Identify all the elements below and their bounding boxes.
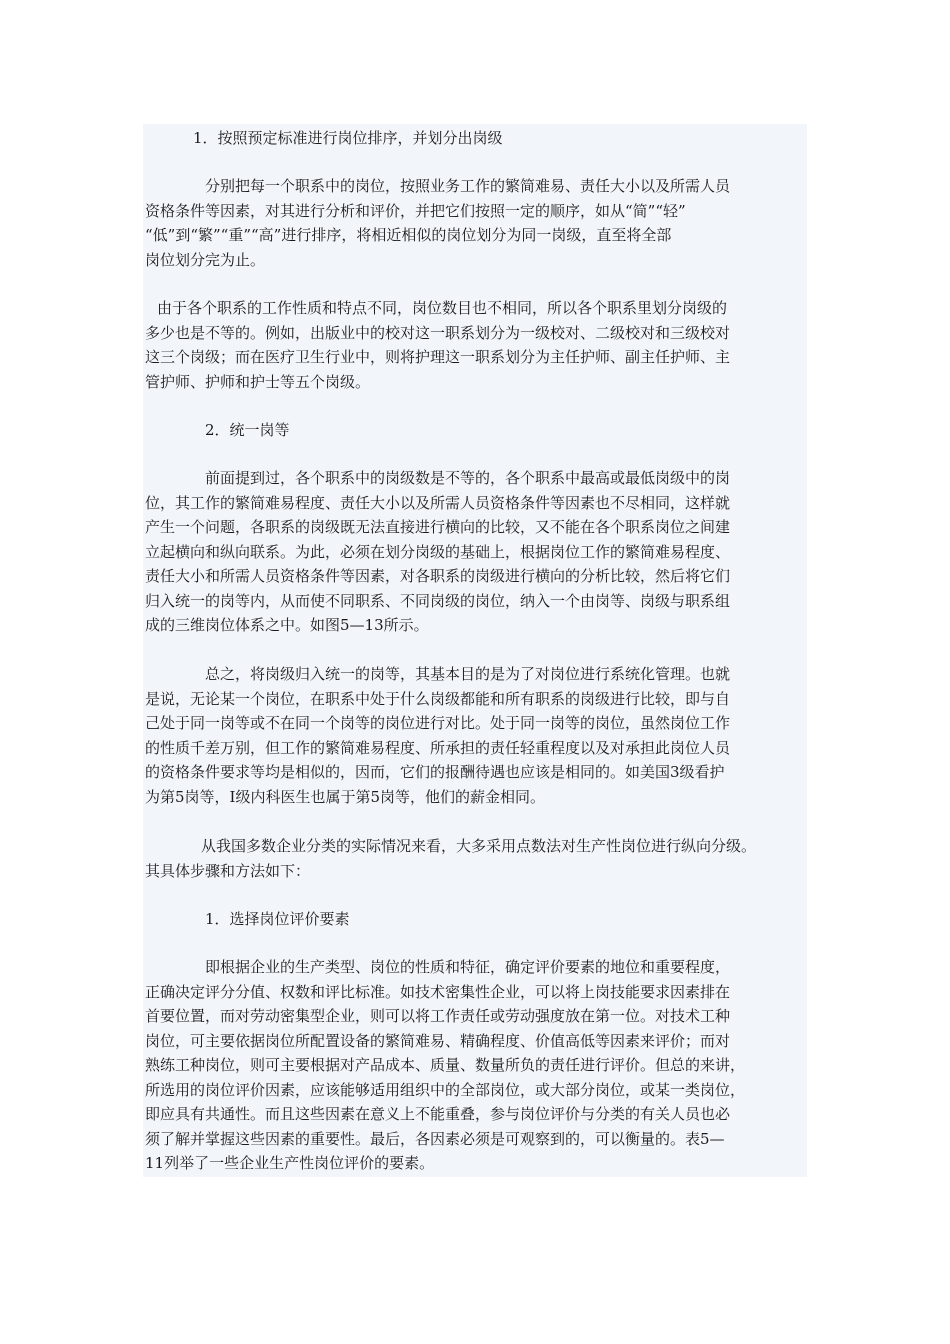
text-line: 这三个岗级；而在医疗卫生行业中，则将护理这一职系划分为主任护师、副主任护师、主 xyxy=(145,348,731,366)
heading-text: 1．选择岗位评价要素 xyxy=(205,910,350,928)
text-line: 多少也是不等的。例如，出版业中的校对这一职系划分为一级校对、二级校对和三级校对 xyxy=(145,323,731,342)
text-line: 总之，将岗级归入统一的岗等，其基本目的是为了对岗位进行系统化管理。也就 xyxy=(205,665,731,683)
text-line: 产生一个问题，各职系的岗级既无法直接进行横向的比较，又不能在各个职系岗位之间建 xyxy=(145,518,731,536)
text-line: 岗位，可主要依据岗位所配置设备的繁简难易、精确程度、价值高低等因素来评价；而对 xyxy=(145,1031,731,1050)
text-line: 是说，无论某一个岗位，在职系中处于什么岗级都能和所有职系的岗级进行比较，即与自 xyxy=(145,689,731,708)
paragraph-point-method xyxy=(145,834,809,883)
text-line: 的性质千差万别，但工作的繁简难易程度、所承担的责任轻重程度以及对承担此岗位人员 xyxy=(145,738,731,757)
text-line: 管护师、护师和护士等五个岗级。 xyxy=(145,372,371,391)
text-line: 从我国多数企业分类的实际情况来看，大多采用点数法对生产性岗位进行纵向分级。 xyxy=(201,837,757,855)
text-line: 即根据企业的生产类型、岗位的性质和特征，确定评价要素的地位和重要程度， xyxy=(205,958,731,976)
paragraph-factor-selection xyxy=(145,955,809,1176)
text-line: 归入统一的岗等内，从而使不同职系、不同岗级的岗位，纳入一个由岗等、岗级与职系组 xyxy=(145,591,731,610)
heading-rank-positions xyxy=(145,126,809,151)
text-line: “低”到“繁”“重”“高”进行排序，将相近相似的岗位划分为同一岗级，直至将全部 xyxy=(145,226,672,244)
text-line: 前面提到过，各个职系中的岗级数是不等的，各个职系中最高或最低岗级中的岗 xyxy=(205,469,731,487)
paragraph-rank-description xyxy=(145,174,809,272)
heading-unify-grades xyxy=(145,418,809,443)
text-line: 立起横向和纵向联系。为此，必须在划分岗级的基础上，根据岗位工作的繁简难易程度、 xyxy=(145,542,731,561)
text-line: 其具体步骤和方法如下： xyxy=(145,861,311,880)
text-line: 正确决定评分分值、权数和评比标准。如技术密集性企业，可以将上岗技能要求因素排在 xyxy=(145,982,731,1001)
paragraph-grade-comparison xyxy=(145,466,809,638)
heading-text: 1．按照预定标准进行岗位排序，并划分出岗级 xyxy=(193,129,503,147)
text-line: 资格条件等因素，对其进行分析和评价，并把它们按照一定的顺序，如从“简”“轻” xyxy=(145,201,686,220)
text-line: 熟练工种岗位，则可主要根据对产品成本、质量、数量所负的责任进行评价。但总的来讲， xyxy=(145,1056,746,1074)
text-line: 己处于同一岗等或不在同一个岗等的岗位进行对比。处于同一岗等的岗位，虽然岗位工作 xyxy=(145,714,731,732)
text-line: 所选用的岗位评价因素，应该能够适用组织中的全部岗位，或大部分岗位，或某一类岗位， xyxy=(145,1080,746,1099)
text-line: 即应具有共通性。而且这些因素在意义上不能重叠，参与岗位评价与分类的有关人员也必 xyxy=(145,1105,731,1123)
text-line: 分别把每一个职系中的岗位，按照业务工作的繁简难易、责任大小以及所需人员 xyxy=(205,177,731,195)
text-line: 11列举了一些企业生产性岗位评价的要素。 xyxy=(145,1154,435,1172)
text-line: 位，其工作的繁简难易程度、责任大小以及所需人员资格条件等因素也不尽相同，这样就 xyxy=(145,493,731,512)
text-line: 成的三维岗位体系之中。如图5—13所示。 xyxy=(145,616,429,634)
text-line: 为第5岗等，I级内科医生也属于第5岗等，他们的薪金相同。 xyxy=(145,787,546,806)
text-line: 责任大小和所需人员资格条件等因素，对各职系的岗级进行横向的分析比较，然后将它们 xyxy=(145,567,731,585)
text-line: 由于各个职系的工作性质和特点不同，岗位数目也不相同，所以各个职系里划分岗级的 xyxy=(157,299,728,317)
text-line: 须了解并掌握这些因素的重要性。最后，各因素必须是可观察到的，可以衡量的。表5— xyxy=(145,1129,725,1148)
heading-text: 2．统一岗等 xyxy=(205,421,290,439)
paragraph-systematic-management xyxy=(145,662,809,809)
text-line: 岗位划分完为止。 xyxy=(145,250,266,269)
text-line: 的资格条件要求等均是相似的，因而，它们的报酬待遇也应该是相同的。如美国3级看护 xyxy=(145,763,725,781)
paragraph-job-families xyxy=(145,296,809,394)
text-line: 首要位置，而对劳动密集型企业，则可以将工作责任或劳动强度放在第一位。对技术工种 xyxy=(145,1007,731,1025)
heading-select-factors xyxy=(145,907,809,932)
